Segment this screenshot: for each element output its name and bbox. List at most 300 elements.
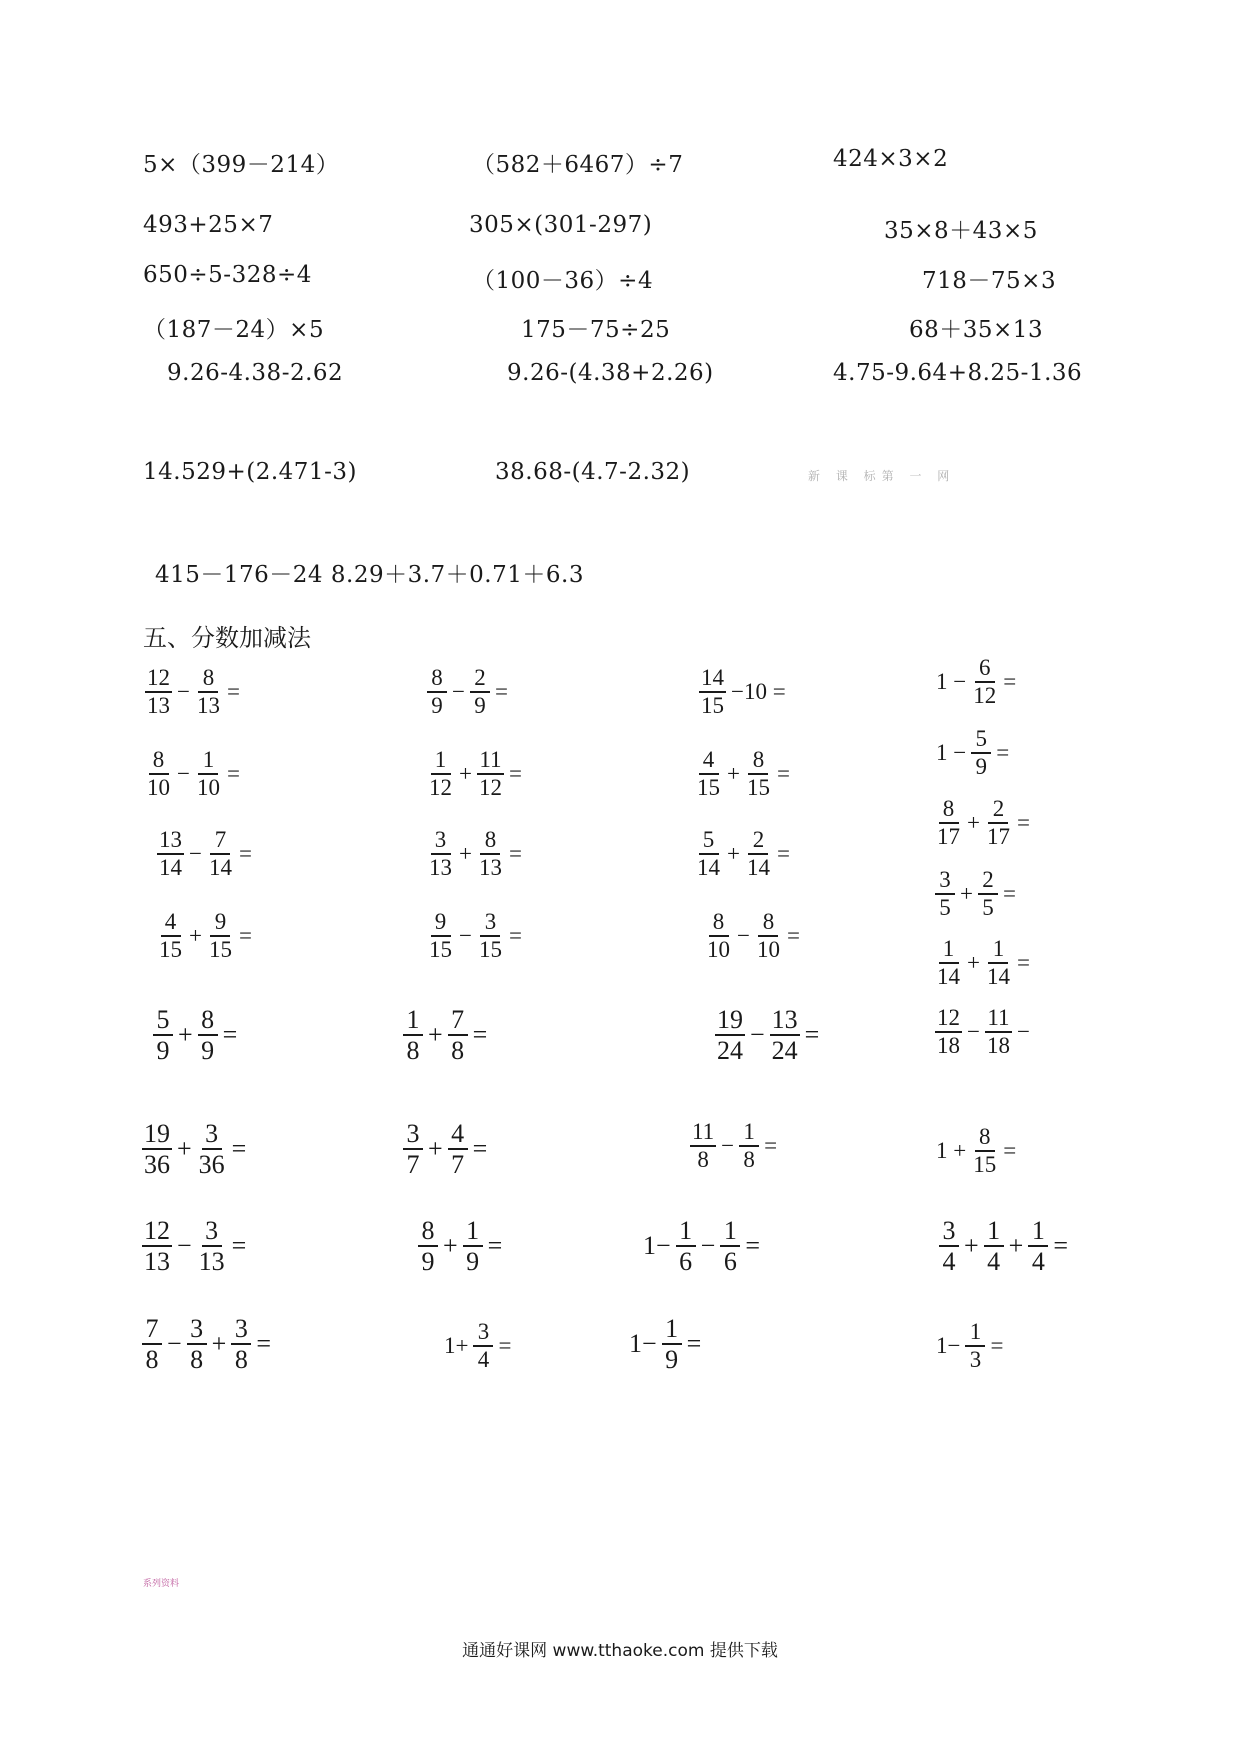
operator: 1 − [936,740,967,766]
numerator: 3 [480,910,500,937]
fraction [935,937,962,989]
fraction-problem [425,910,525,962]
numerator: 7 [142,1315,162,1345]
fraction-problem [140,1120,249,1179]
operator: 1 + [936,1138,967,1164]
operator: = [764,1133,778,1159]
denominator: 18 [986,1033,1010,1059]
fraction-problem [933,937,1033,989]
denominator: 8 [145,1345,159,1375]
operator: 1+ [444,1333,469,1359]
fraction [197,1120,227,1179]
fraction [755,910,782,962]
denominator: 4 [987,1247,1001,1277]
operator: + [443,1231,458,1261]
fraction-problem [140,1217,249,1276]
arith-expression: 718－75×3 [922,268,1057,294]
denominator: 9 [201,1036,215,1066]
operator: + [428,1134,443,1164]
denominator: 24 [771,1036,798,1066]
numerator: 1 [431,748,451,775]
numerator: 11 [985,1006,1011,1033]
fraction [699,666,726,718]
operator: = [996,740,1010,766]
denominator: 4 [1031,1247,1045,1277]
operator: − [189,841,202,867]
denominator: 9 [466,1247,480,1277]
fraction-problem [416,1217,505,1276]
numerator: 3 [431,828,451,855]
numerator: 5 [699,828,719,855]
operator: = [256,1329,272,1359]
fraction-problem [425,828,525,880]
fraction-problem [140,1315,274,1374]
section-heading: 五、分数加减法 [143,624,311,652]
fraction [477,748,504,800]
operator: = [231,1231,247,1261]
numerator: 9 [431,910,451,937]
denominator: 7 [406,1150,420,1180]
fraction-problem [933,1006,1033,1058]
denominator: 13 [196,693,220,719]
fraction [187,1315,207,1374]
operator: + [177,1134,192,1164]
numerator: 8 [480,828,500,855]
fraction-problem [401,1006,490,1065]
page-footer: 通通好课网 www.tthaoke.com 提供下载 [462,1641,778,1661]
numerator: 3 [939,1217,959,1247]
denominator: 5 [939,895,951,921]
fraction-problem [155,910,255,962]
numerator: 5 [971,727,991,754]
denominator: 36 [198,1150,225,1180]
fraction-problem [933,656,1019,708]
numerator: 12 [935,1006,962,1033]
denominator: 8 [697,1147,709,1173]
denominator: 8 [451,1036,465,1066]
denominator: 12 [478,775,502,801]
fraction [939,1217,959,1276]
denominator: 9 [421,1247,435,1277]
fraction-problem [697,666,789,718]
denominator: 14 [208,855,232,881]
arith-expression: （100－36）÷4 [472,268,654,294]
denominator: 9 [156,1036,170,1066]
fraction-problem [713,1006,822,1065]
operator: = [990,1333,1004,1359]
numerator: 14 [699,666,726,693]
fraction [935,797,962,849]
fraction [197,1217,227,1276]
denominator: 15 [697,775,720,801]
fraction [207,910,234,962]
numerator: 3 [473,1320,493,1347]
arith-expression: 305×(301-297) [469,212,653,238]
operator: = [1016,810,1030,836]
numerator: 1 [662,1315,682,1345]
denominator: 17 [937,824,960,850]
fraction [978,868,998,920]
denominator: 12 [973,683,997,709]
denominator: 4 [942,1247,956,1277]
numerator: 1 [676,1217,696,1247]
denominator: 6 [679,1247,693,1277]
fraction [470,666,490,718]
numerator: 8 [198,1006,218,1036]
fraction [231,1315,251,1374]
denominator: 10 [196,775,220,801]
operator: = [508,761,522,787]
watermark: 新 课 标第 一 网 [808,469,956,483]
operator: − [177,679,190,705]
fraction [715,1006,745,1065]
operator: + [727,761,740,787]
numerator: 4 [448,1120,468,1150]
operator: − [177,761,190,787]
numerator: 3 [935,868,955,895]
fraction [448,1120,468,1179]
denominator: 10 [147,775,170,801]
numerator: 8 [975,1125,995,1152]
fraction-problem [703,910,803,962]
numerator: 11 [477,748,503,775]
numerator: 1 [984,1217,1004,1247]
numerator: 3 [202,1217,222,1247]
arith-expression: 9.26-(4.38+2.26) [507,360,714,386]
numerator: 7 [210,828,230,855]
numerator: 13 [157,828,184,855]
arith-expression: 9.26-4.38-2.62 [167,360,344,386]
numerator: 6 [975,656,995,683]
fraction [157,828,184,880]
fraction [662,1315,682,1374]
operator: 1− [629,1329,657,1359]
operator: = [745,1231,761,1261]
fraction [195,666,222,718]
numerator: 4 [699,748,719,775]
fraction-problem [688,1120,780,1172]
denominator: 9 [975,754,987,780]
fraction-problem [626,1315,704,1374]
operator: = [494,679,508,705]
denominator: 10 [756,937,780,963]
operator: = [1003,1138,1017,1164]
arith-expression: 38.68-(4.7-2.32) [495,459,691,485]
fraction [145,666,172,718]
numerator: 19 [715,1006,745,1036]
operator: = [231,1134,247,1164]
numerator: 2 [748,828,768,855]
operator: − [700,1231,716,1261]
operator: = [1002,881,1016,907]
operator: + [964,1231,979,1261]
fraction [473,1320,493,1372]
numerator: 8 [709,910,729,937]
arith-expression: 14.529+(2.471-3) [143,459,357,485]
operator: = [776,841,790,867]
denominator: 15 [208,937,232,963]
denominator: 9 [474,693,486,719]
fraction [448,1006,468,1065]
numerator: 1 [1028,1217,1048,1247]
numerator: 3 [403,1120,423,1150]
fraction [427,748,454,800]
denominator: 24 [717,1036,743,1066]
fraction [477,828,504,880]
operator: = [472,1020,488,1050]
numerator: 1 [739,1120,759,1147]
operator: − [750,1020,765,1050]
operator: + [967,810,980,836]
denominator: 13 [198,1247,225,1277]
denominator: 7 [451,1150,465,1180]
denominator: 5 [982,895,994,921]
operator: + [727,841,740,867]
arith-expression: 68＋35×13 [909,317,1044,343]
operator: + [189,923,202,949]
arith-expression: 415－176－24 8.29＋3.7＋0.71＋6.3 [155,562,584,588]
operator: − [177,1231,192,1261]
denominator: 3 [969,1347,982,1373]
numerator: 4 [161,910,181,937]
fraction [985,1006,1012,1058]
operator: + [967,950,980,976]
fraction-problem [933,797,1033,849]
operator: = [1016,950,1030,976]
fraction-problem [933,1320,1006,1372]
fraction [745,748,772,800]
arith-expression: 650÷5-328÷4 [143,262,312,288]
operator: = [238,841,252,867]
numerator: 7 [448,1006,468,1036]
fraction [695,828,722,880]
denominator: 10 [707,937,730,963]
denominator: 14 [746,855,770,881]
fraction [427,828,454,880]
numerator: 12 [145,666,172,693]
denominator: 8 [234,1345,248,1375]
fraction [198,1006,218,1065]
fraction [690,1120,716,1172]
denominator: 8 [406,1036,420,1066]
operator: = [1053,1231,1069,1261]
fraction [427,910,454,962]
numerator: 8 [149,748,169,775]
operator: − [459,923,472,949]
denominator: 14 [937,964,960,990]
fraction-problem [401,1120,490,1179]
fraction-problem [155,828,255,880]
operator: = [238,923,252,949]
operator: + [459,761,472,787]
arith-expression: （582＋6467）÷7 [472,152,684,178]
denominator: 13 [478,855,502,881]
fraction [739,1120,759,1172]
operator: = [804,1020,820,1050]
denominator: 17 [986,824,1010,850]
fraction [403,1120,423,1179]
operator: + [960,881,973,907]
fraction [984,1217,1004,1276]
numerator: 12 [142,1217,172,1247]
fraction-problem [933,868,1019,920]
denominator: 9 [665,1345,679,1375]
operator: + [178,1020,193,1050]
denominator: 15 [429,937,452,963]
fraction [477,910,504,962]
operator: = [786,923,800,949]
fraction-problem [143,666,243,718]
numerator: 8 [748,748,768,775]
numerator: 3 [231,1315,251,1345]
fraction [157,910,184,962]
numerator: 3 [187,1315,207,1345]
numerator: 1 [720,1217,740,1247]
numerator: 1 [198,748,218,775]
fraction [463,1217,483,1276]
numerator: 9 [210,910,230,937]
fraction [427,666,447,718]
fraction [1028,1217,1048,1276]
operator: − [737,923,750,949]
operator: 1 − [936,669,967,695]
operator: = [686,1329,702,1359]
operator: 1− [936,1333,961,1359]
denominator: 36 [144,1150,170,1180]
fraction [935,1006,962,1058]
denominator: 18 [937,1033,960,1059]
numerator: 1 [463,1217,483,1247]
fraction-problem [933,1125,1019,1177]
denominator: 8 [743,1147,755,1173]
operator: − [167,1329,182,1359]
fraction [770,1006,800,1065]
numerator: 8 [758,910,778,937]
operator: = [226,761,240,787]
arith-expression: 175－75÷25 [521,317,671,343]
fraction [142,1217,172,1276]
numerator: 8 [427,666,447,693]
fraction [676,1217,696,1276]
fraction-problem [693,748,793,800]
fraction [985,797,1012,849]
operator: = [1003,669,1017,695]
fraction-problem [933,727,1012,779]
numerator: 3 [202,1120,222,1150]
numerator: 1 [939,937,959,964]
denominator: 13 [144,1247,170,1277]
denominator: 13 [147,693,170,719]
numerator: 8 [418,1217,438,1247]
denominator: 8 [190,1345,204,1375]
fraction [195,748,222,800]
fraction [403,1006,423,1065]
operator: = [498,1333,512,1359]
denominator: 15 [746,775,770,801]
fraction [145,748,172,800]
operator: = [508,841,522,867]
denominator: 14 [159,855,182,881]
fraction-problem [693,828,793,880]
numerator: 11 [690,1120,716,1147]
arith-expression: 4.75-9.64+8.25-1.36 [833,360,1083,386]
denominator: 13 [429,855,452,881]
arith-expression: 5×（399－214） [143,152,340,178]
fraction [142,1315,162,1374]
numerator: 2 [470,666,490,693]
operator: = [222,1020,238,1050]
fraction [971,656,998,708]
fraction [965,1320,985,1372]
fraction-problem [425,748,525,800]
operator: + [459,841,472,867]
series-label: 系列资料 [143,1579,180,1589]
fraction-problem [640,1217,763,1276]
operator: = [472,1134,488,1164]
fraction [971,727,991,779]
numerator: 13 [770,1006,800,1036]
arith-expression: 424×3×2 [833,146,949,172]
fraction [695,748,722,800]
numerator: 8 [939,797,959,824]
operator: = [226,679,240,705]
numerator: 1 [403,1006,423,1036]
fraction [935,868,955,920]
arith-expression: （187－24）×5 [143,317,325,343]
operator: − [1016,1019,1030,1045]
denominator: 15 [973,1152,997,1178]
fraction-problem [441,1320,514,1372]
fraction-problem [143,748,243,800]
numerator: 5 [153,1006,173,1036]
operator: 1− [643,1231,671,1261]
fraction [971,1125,998,1177]
numerator: 2 [978,868,998,895]
fraction [142,1120,172,1179]
denominator: 14 [697,855,720,881]
operator: − [452,679,465,705]
denominator: 14 [986,964,1010,990]
numerator: 8 [198,666,218,693]
operator: = [776,761,790,787]
numerator: 1 [965,1320,985,1347]
operator: = [487,1231,503,1261]
operator: −10 = [731,679,786,705]
operator: − [721,1133,735,1159]
operator: − [967,1019,980,1045]
fraction-problem [151,1006,240,1065]
arith-expression: 35×8＋43×5 [884,218,1038,244]
fraction [418,1217,438,1276]
fraction-problem [937,1217,1071,1276]
operator: + [428,1020,443,1050]
numerator: 1 [988,937,1008,964]
denominator: 12 [429,775,452,801]
denominator: 15 [478,937,502,963]
numerator: 19 [142,1120,172,1150]
denominator: 15 [159,937,182,963]
fraction [985,937,1012,989]
operator: + [211,1329,227,1359]
fraction [705,910,732,962]
denominator: 4 [477,1347,490,1373]
fraction [720,1217,740,1276]
operator: + [1008,1231,1024,1261]
denominator: 6 [723,1247,737,1277]
numerator: 2 [988,797,1008,824]
fraction [745,828,772,880]
arith-expression: 493+25×7 [143,212,274,238]
